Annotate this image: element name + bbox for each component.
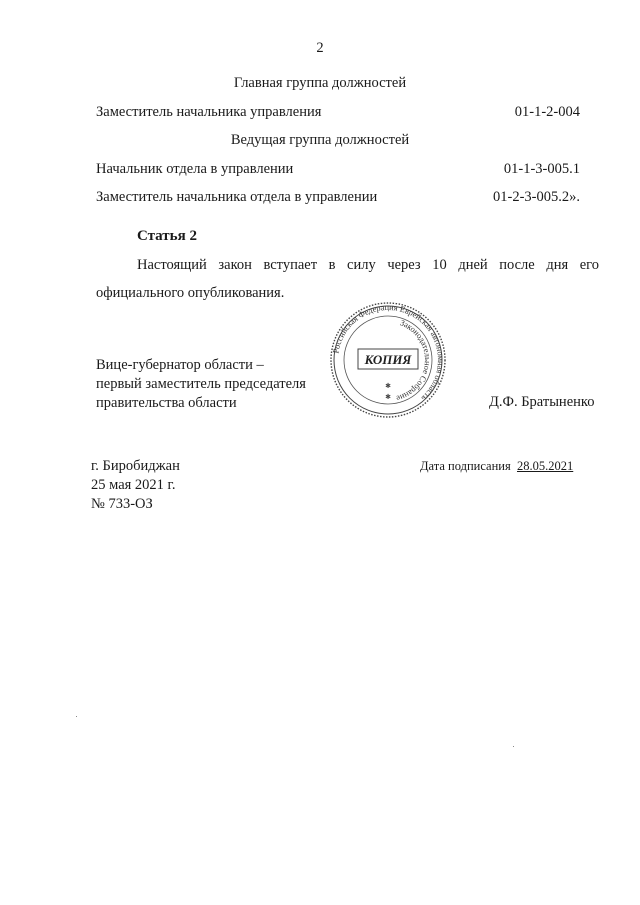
star-icon: ✱ xyxy=(385,382,391,390)
city: г. Биробиджан xyxy=(91,458,180,474)
article-heading: Статья 2 xyxy=(137,228,197,244)
stamp-center-text: КОПИЯ xyxy=(364,352,412,367)
signatory-title-line: Вице-губернатор области – xyxy=(96,357,264,373)
signatory-title-line: первый заместитель председателя xyxy=(96,376,306,392)
scan-speck xyxy=(513,746,514,747)
article-text-content: Настоящий закон вступает в силу через 10 дней после дня его официального опубликования. xyxy=(96,257,599,301)
group-heading-main: Главная группа должностей xyxy=(233,75,407,91)
copy-stamp xyxy=(328,300,448,420)
stamp-outer-textpath: Российская Федерация Еврейская автономная область xyxy=(331,302,446,403)
position-row xyxy=(96,104,580,121)
stamp-inner-textpath: Законодательное Собрание xyxy=(395,318,433,403)
position-code: 01-1-2-004 xyxy=(514,104,580,120)
position-row xyxy=(96,189,580,206)
signing-date-value: 28.05.2021 xyxy=(517,459,574,473)
position-title: Заместитель начальника управления xyxy=(96,104,322,120)
page-number: 2 xyxy=(316,40,324,56)
place-date-block xyxy=(91,457,180,514)
signatory-title-line: правительства области xyxy=(96,395,237,411)
position-title: Заместитель начальника отдела в управлении xyxy=(96,189,378,205)
signer-name: Д.Ф. Братыненко xyxy=(489,394,595,410)
signatory-title xyxy=(96,356,306,413)
law-number: № 733-ОЗ xyxy=(91,496,153,512)
position-code: 01-1-3-005.1 xyxy=(503,161,580,177)
star-icon: ✱ xyxy=(385,393,391,401)
signing-date xyxy=(420,459,573,474)
position-code: 01-2-3-005.2». xyxy=(493,189,580,205)
law-date: 25 мая 2021 г. xyxy=(91,477,176,493)
scan-speck xyxy=(76,716,77,717)
position-row xyxy=(96,161,580,178)
article-text xyxy=(96,251,599,307)
signing-date-label: Дата подписания xyxy=(420,459,511,473)
position-title: Начальник отдела в управлении xyxy=(96,161,294,177)
group-heading-leading: Ведущая группа должностей xyxy=(230,132,410,148)
